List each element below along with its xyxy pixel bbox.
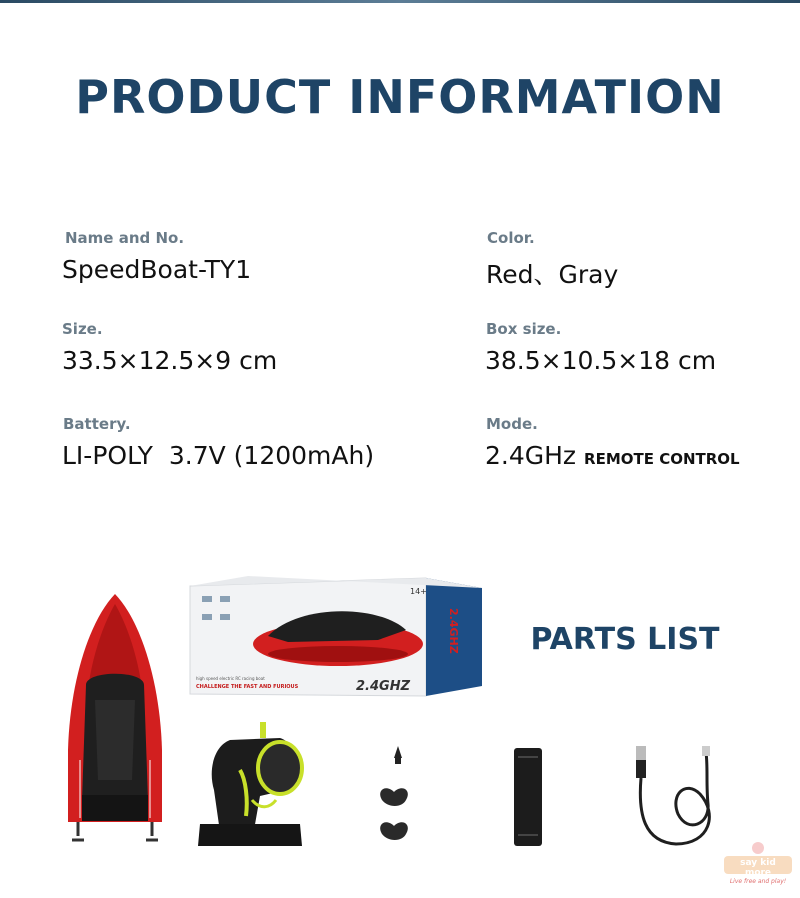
battery-label: Battery. [63, 415, 131, 433]
remote-controller-image [190, 720, 310, 850]
boat-image [60, 590, 170, 850]
mode-suffix: REMOTE CONTROL [584, 450, 740, 468]
page-title: PRODUCT INFORMATION [75, 70, 725, 124]
watermark-brand: say kid more [740, 858, 776, 878]
size-value: 33.5×12.5×9 cm [62, 346, 278, 375]
watermark-slogan: Live free and play! [729, 878, 787, 885]
mode-value [485, 441, 740, 470]
box-frequency: 2.4GHZ [356, 679, 411, 694]
watermark-logo [722, 840, 794, 892]
box-tagline-small: high speed electric RC racing boat [196, 676, 265, 681]
battery-value: LI-POLY 3.7V (1200mAh) [62, 441, 375, 470]
parts-list-title: PARTS LIST [530, 622, 720, 657]
top-border [0, 0, 800, 3]
box-tagline: CHALLENGE THE FAST AND FURIOUS [196, 684, 299, 690]
mode-label: Mode. [486, 415, 538, 433]
box-age-label: 14+ [410, 587, 427, 596]
propellers-image [368, 740, 428, 855]
product-box-image [188, 574, 484, 700]
name-value: SpeedBoat-TY1 [62, 255, 252, 284]
box-size-value: 38.5×10.5×18 cm [485, 346, 717, 375]
name-label: Name and No. [65, 229, 185, 247]
box-size-label: Box size. [486, 320, 562, 338]
box-side-text: 2.4GHZ [447, 608, 460, 654]
mode-frequency: 2.4GHz [485, 441, 577, 470]
size-label: Size. [62, 320, 103, 338]
usb-cable-image [630, 744, 725, 849]
color-label: Color. [487, 229, 535, 247]
color-value: Red、Gray [486, 260, 619, 289]
battery-image [508, 746, 548, 848]
